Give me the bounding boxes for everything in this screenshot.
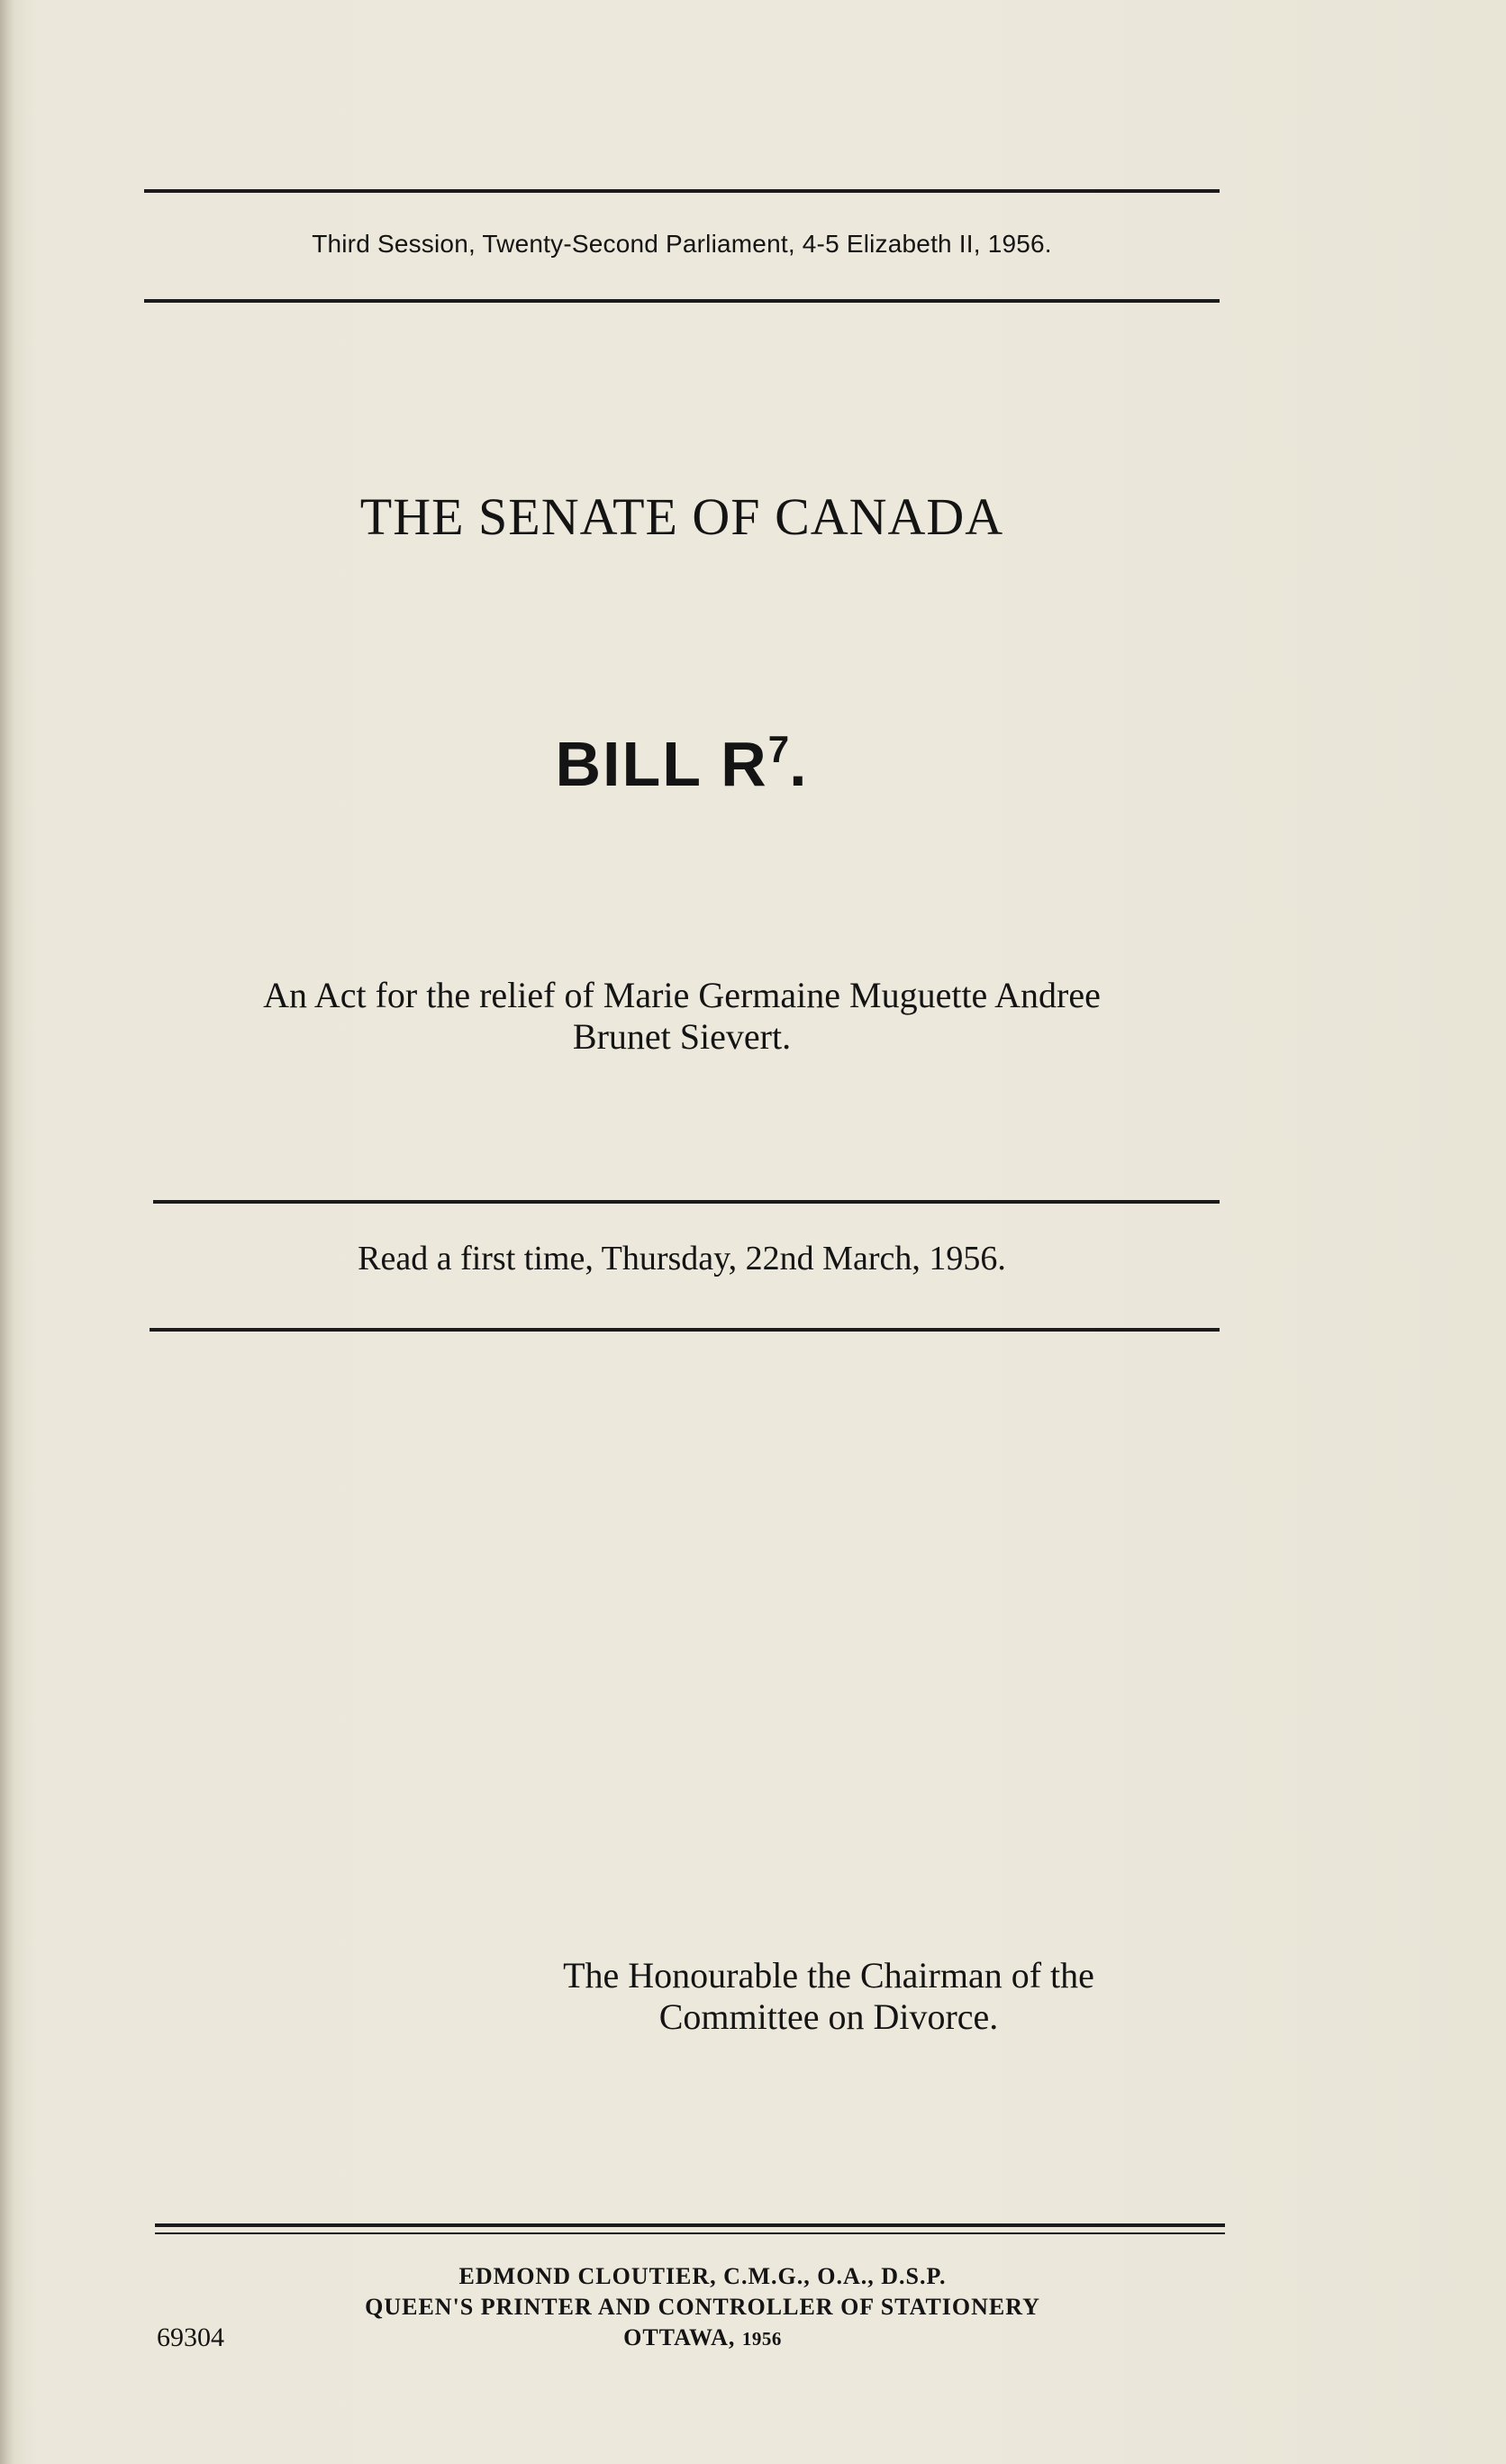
bill-suffix: . [789, 729, 809, 799]
printer-title: QUEEN'S PRINTER AND CONTROLLER OF STATIONERY [365, 2294, 1040, 2320]
reading-rule-lower [150, 1328, 1220, 1332]
reading-rule-upper [153, 1200, 1220, 1204]
first-reading-line: Read a first time, Thursday, 22nd March, 1956. [358, 1240, 1006, 1277]
bill-prefix: BILL R [555, 729, 768, 799]
top-rule-upper [144, 189, 1220, 193]
bill-superscript: 7 [767, 728, 790, 770]
footer-rule-lower [155, 2232, 1225, 2234]
printer-year: 1956 [741, 2328, 782, 2350]
sponsor-line-1: The Honourable the Chairman of the [563, 1955, 1094, 1996]
printer-city: OTTAWA, [623, 2324, 736, 2350]
printer-city-year [252, 2323, 1153, 2354]
footer-rule-upper [155, 2223, 1225, 2227]
printer-imprint [252, 2261, 1153, 2354]
chamber-title: THE SENATE OF CANADA [359, 487, 1004, 546]
act-title [144, 975, 1220, 1058]
sponsor-line-2: Committee on Divorce. [658, 1996, 999, 2037]
printer-name: EDMOND CLOUTIER, C.M.G., O.A., D.S.P. [458, 2263, 947, 2289]
sponsor-block [486, 1955, 1171, 2038]
top-rule-lower [144, 299, 1220, 303]
session-line: Third Session, Twenty-Second Parliament, 4-5 Elizabeth II, 1956. [312, 230, 1052, 258]
document-number: 69304 [157, 2323, 224, 2352]
act-title-line-2: Brunet Sievert. [572, 1016, 792, 1057]
bill-number [144, 728, 1220, 800]
page-edge-shadow [0, 0, 14, 2464]
act-title-line-1: An Act for the relief of Marie Germaine Muguette Andree [263, 975, 1101, 1015]
